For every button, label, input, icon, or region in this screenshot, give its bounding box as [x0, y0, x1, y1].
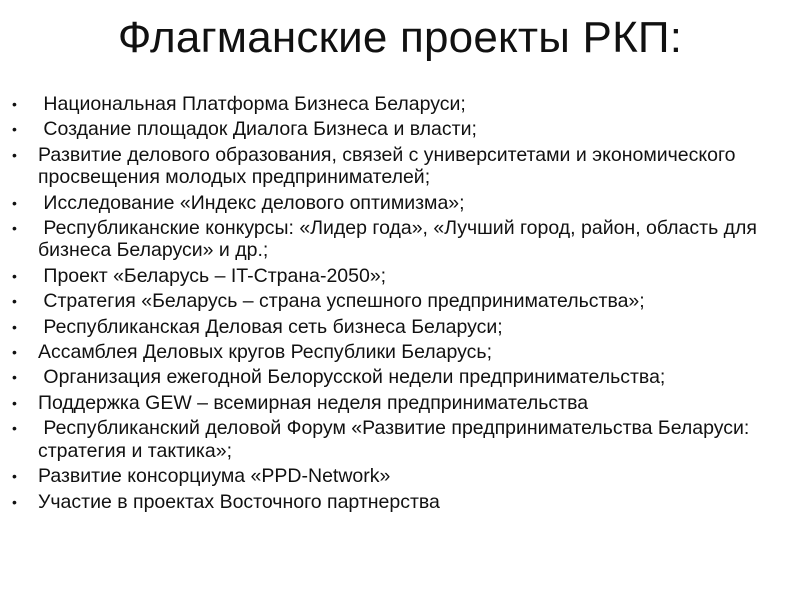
bullet-text: Исследование «Индекс делового оптимизма»;: [38, 191, 465, 214]
bullet-text: Республиканская Деловая сеть бизнеса Беларуси;: [38, 315, 503, 338]
bullet-item: [10, 491, 795, 513]
bullet-item: [10, 290, 795, 312]
bullet-icon: •: [12, 194, 17, 211]
bullet-text: Поддержка GEW – всемирная неделя предпринимательства: [38, 391, 589, 414]
bullet-text: Создание площадок Диалога Бизнеса и власти;: [38, 118, 477, 141]
bullet-text: Организация ежегодной Белорусской недели предпринимательства;: [38, 366, 666, 389]
bullet-item: [10, 316, 795, 338]
bullet-item: [10, 144, 795, 189]
bullet-icon: •: [12, 96, 17, 112]
bullet-text: Проект «Беларусь – IT-Страна-2050»;: [38, 264, 387, 287]
bullet-item: [10, 217, 795, 262]
bullet-text: Республиканский деловой Форум «Развитие предпринимательства Беларуси: стратегия и тактика»;: [38, 417, 755, 462]
bullet-icon: •: [12, 369, 17, 386]
bullet-item: [10, 265, 795, 287]
bullet-icon: •: [12, 146, 17, 163]
bullet-item: [10, 118, 795, 140]
bullet-icon: •: [12, 420, 17, 437]
bullet-item: [10, 93, 795, 115]
bullet-item: [10, 392, 795, 414]
slide-title: Флагманские проекты РКП:: [117, 13, 683, 62]
bullet-icon: •: [12, 493, 17, 510]
bullet-icon: •: [12, 468, 17, 485]
bullet-text: Ассамблея Деловых кругов Республики Беларусь;: [38, 341, 493, 364]
bullet-text: Национальная Платформа Бизнеса Беларуси;: [38, 93, 466, 115]
bullet-icon: •: [12, 220, 17, 237]
bullet-text: Стратегия «Беларусь – страна успешного предпринимательства»;: [38, 290, 645, 313]
bullet-item: [10, 417, 795, 462]
bullet-text: Республиканские конкурсы: «Лидер года», «Лучший город, район, область для бизнеса Беларуси» и др.;: [38, 217, 763, 262]
bullet-text: Развитие консорциума «PPD-Network»: [38, 465, 391, 488]
bullet-item: [10, 341, 795, 363]
bullet-icon: •: [12, 344, 17, 361]
bullet-icon: •: [12, 121, 17, 138]
bullet-item: [10, 366, 795, 388]
bullet-text: Развитие делового образования, связей с университетами и экономического просвещения молодых предпринимателей;: [38, 143, 741, 189]
bullet-text: Участие в проектах Восточного партнерства: [38, 490, 440, 513]
bullet-item: [10, 192, 795, 214]
bullet-list: [10, 93, 795, 516]
bullet-icon: •: [12, 394, 17, 411]
bullet-icon: •: [12, 318, 17, 335]
bullet-icon: •: [12, 293, 17, 310]
bullet-item: [10, 465, 795, 487]
bullet-icon: •: [12, 267, 17, 284]
